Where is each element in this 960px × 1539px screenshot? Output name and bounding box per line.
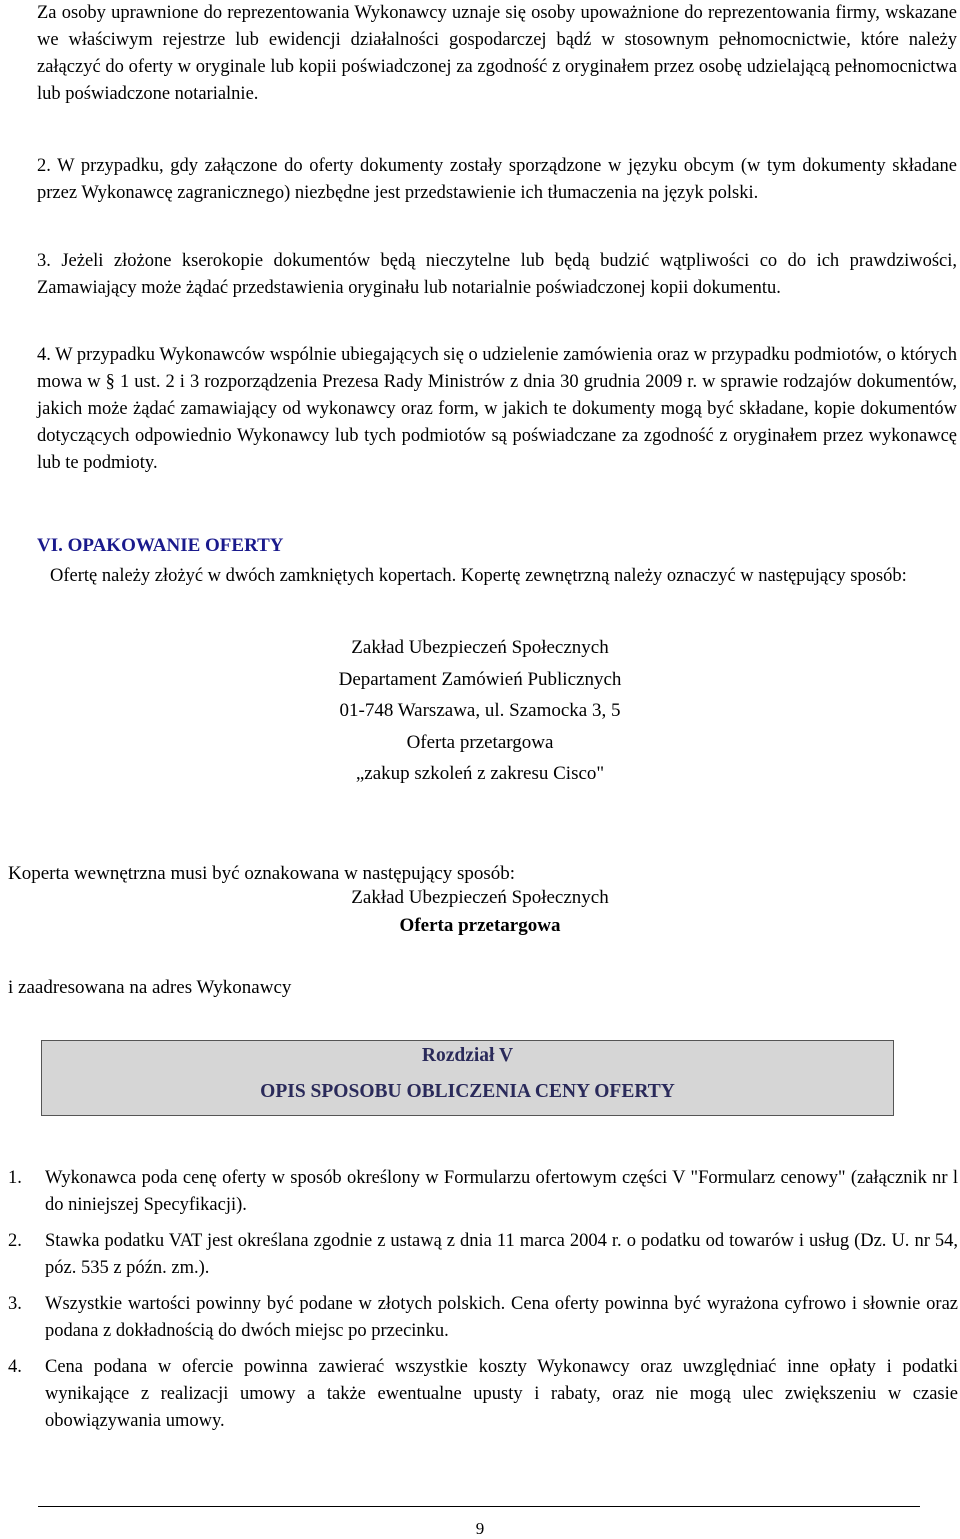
footer-divider	[38, 1506, 920, 1507]
chapter-title-box	[41, 1040, 894, 1116]
list-item-number: 2.	[8, 1231, 22, 1251]
chapter-title: OPIS SPOSOBU OBLICZENIA CENY OFERTY	[260, 1081, 675, 1102]
list-item-number: 4.	[8, 1357, 22, 1377]
list-item-text: Wszystkie wartości powinny być podane w złotych polskich. Cena oferty powinna być wyrażona cyfrowo i słownie oraz podana z dokładnością do dwóch miejsc po przecinku.	[45, 1294, 958, 1341]
section-heading-vi: VI. OPAKOWANIE OFERTY	[37, 535, 284, 556]
list-item-text: Cena podana w ofercie powinna zawierać wszystkie koszty Wykonawcy oraz uwzględniać inne opłaty i podatki wynikające z realizacji umowy a także ewentualne upusty i rabaty, oraz nie mogą ulec zwiększeniu w czasie obowiązywania umowy.	[45, 1357, 958, 1431]
paragraph-2-translation: 2. W przypadku, gdy załączone do oferty dokumenty zostały sporządzone w języku obcym (w tym dokumenty składane przez Wykonawcę zagranicznego) niezbędne jest przedstawienie ich tłumaczenia na język polski.	[37, 156, 957, 203]
packaging-intro: Ofertę należy złożyć w dwóch zamkniętych kopertach. Kopertę zewnętrzną należy oznaczyć w następujący sposób:	[50, 566, 907, 586]
outer-envelope-line: 01-748 Warszawa, ul. Szamocka 3, 5	[339, 700, 621, 721]
list-item	[8, 1291, 958, 1345]
outer-envelope-line: Oferta przetargowa	[406, 731, 554, 753]
chapter-number: Rozdział V	[421, 1045, 514, 1066]
list-item-number: 1.	[8, 1168, 22, 1188]
outer-envelope-label	[0, 632, 960, 790]
inner-envelope-line: Oferta przetargowa	[399, 915, 561, 936]
list-item	[8, 1228, 958, 1282]
list-item-text: Stawka podatku VAT jest określana zgodnie z ustawą z dnia 11 marca 2004 r. o podatku od towarów i usług (Dz. U. nr 54, póz. 535 z późn. zm.).	[45, 1231, 958, 1278]
pricing-list	[8, 1165, 958, 1444]
inner-envelope-intro: Koperta wewnętrzna musi być oznakowana w następujący sposób:	[8, 863, 516, 884]
paragraph-4-joint-bidders: 4. W przypadku Wykonawców wspólnie ubiegających się o udzielenie zamówienia oraz w przypadku podmiotów, o których mowa w § 1 ust. 2 i 3 rozporządzenia Prezesa Rady Ministrów z dnia 30 grudnia 2009 r. w sprawie rodzajów dokumentów, jakich może żądać zamawiający od wykonawcy oraz form, w jakich te dokumenty mogą być składane, kopie dokumentów dotyczących odpowiednio Wykonawcy lub tych podmiotów są poświadczane za zgodność z oryginałem przez wykonawcę lub te podmioty.	[37, 345, 957, 473]
outer-envelope-line: Departament Zamówień Publicznych	[338, 668, 622, 690]
list-item-text: Wykonawca poda cenę oferty w sposób określony w Formularzu ofertowym części V "Formularz cenowy" (załącznik nr l do niniejszej Specyfikacji).	[45, 1168, 958, 1215]
outer-envelope-line: „zakup szkoleń z zakresu Cisco"	[355, 763, 605, 784]
inner-envelope-line: Zakład Ubezpieczeń Społecznych	[351, 887, 609, 908]
paragraph-representation: Za osoby uprawnione do reprezentowania Wykonawcy uznaje się osoby upoważnione do reprezentowania firmy, wskazane we właściwym rejestrze lub ewidencji działalności gospodarczej bądź w stosownym pełnomocnictwie, które należy załączyć do oferty w oryginale lub kopii poświadczonej za zgodność z oryginałem przez osobę udzielającą pełnomocnictwa lub poświadczone notarialnie.	[37, 3, 957, 104]
inner-envelope-addressed: i zaadresowana na adres Wykonawcy	[8, 977, 292, 998]
paragraph-3-copies: 3. Jeżeli złożone kserokopie dokumentów będą nieczytelne lub będą budzić wątpliwości co do ich prawdziwości, Zamawiający może żądać przedstawienia oryginału lub notarialnie poświadczonej kopii dokumentu.	[37, 251, 957, 298]
list-item	[8, 1354, 958, 1435]
inner-envelope-label	[0, 884, 960, 940]
list-item-number: 3.	[8, 1294, 22, 1314]
outer-envelope-line: Zakład Ubezpieczeń Społecznych	[351, 637, 609, 658]
list-item	[8, 1165, 958, 1219]
page-number: 9	[475, 1519, 485, 1538]
